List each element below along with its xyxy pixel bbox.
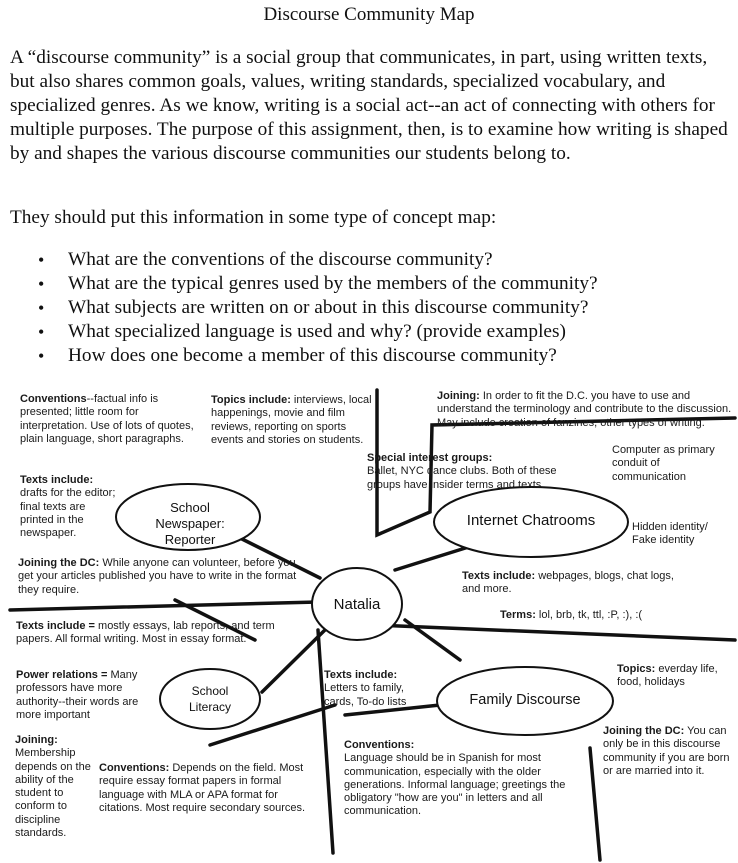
divider-line	[590, 748, 600, 860]
instruction-lead: They should put this information in some type of concept map:	[10, 207, 497, 228]
literacy-texts-note: Texts include = mostly essays, lab reports, and term papers. All formal writing. Most in essay format.	[16, 620, 275, 646]
chatrooms-special-note: Special interest groups: Ballet, NYC dance clubs. Both of these groups have insider terms and texts.	[367, 452, 557, 491]
family-node: Family Discourse	[469, 692, 581, 708]
newspaper-joining-note: Joining the DC: While anyone can volunteer, before you get your articles published you have to write in the format they require.	[18, 557, 297, 596]
center-node: Natalia	[333, 596, 381, 613]
literacy-joining-note: Joining: Membership depends on the ability of the student to conform to discipline standards.	[15, 734, 91, 840]
question-item: • How does one become a member of this discourse community?	[0, 344, 738, 368]
newspaper-texts-note: Texts include: drafts for the editor; final texts are printed in the newspaper.	[20, 474, 116, 540]
page-title: Discourse Community Map	[263, 4, 475, 25]
intro-paragraph: A “discourse community” is a social group that communicates, in part, using written texts, but also shares common goals, values, writing standards, specialized vocabulary, and specialized genres. As we know, writing is a social act--an act of connecting with others for multiple purposes. The purpose of this assignment, then, is to examine how writing is shaped by and shapes the various discourse communities our students belong to.	[10, 47, 728, 164]
connector-line	[395, 545, 475, 570]
literacy-node: School Literacy	[188, 684, 232, 714]
family-joining-note: Joining the DC: You can only be in this discourse community if you are born or are married into it.	[603, 725, 730, 777]
chatrooms-terms-note: Terms: lol, brb, tk, ttl, :P, :), :(	[500, 609, 643, 621]
family-conventions-note: Conventions: Language should be in Spanish for most communication, especially with the older generations. Informal language; greetings the obligatory "how are you" in letters and all communication.	[344, 739, 566, 818]
divider-line	[318, 630, 333, 853]
question-item: • What are the typical genres used by the members of the community?	[0, 272, 738, 296]
question-item: • What specialized language is used and why? (provide examples)	[0, 320, 738, 344]
question-item: • What subjects are written on or about in this discourse community?	[0, 296, 738, 320]
family-topics-note: Topics: everday life, food, holidays	[617, 663, 718, 689]
newspaper-node: School Newspaper: Reporter	[155, 500, 225, 547]
literacy-conventions-note: Conventions: Depends on the field. Most require essay format papers in formal language with MLA or APA format for citations. Most require secondary sources.	[99, 762, 306, 814]
literacy-power-note: Power relations = Many professors have more authority--their words are more important	[16, 669, 139, 721]
chatrooms-joining-note: Joining: In order to fit the D.C. you have to use and understand the terminology and contribute to the discussion. May include creation of fanzines, other types of writing.	[437, 390, 732, 429]
chatrooms-node: Internet Chatrooms	[466, 512, 596, 529]
divider-line	[10, 602, 318, 610]
family-texts-note: Texts include: Letters to family, cards, To-do lists	[324, 669, 407, 708]
chatrooms-texts-note: Texts include: webpages, blogs, chat logs, and more.	[462, 570, 674, 596]
question-item: • What are the conventions of the discourse community?	[0, 248, 738, 272]
newspaper-topics-note: Topics include: interviews, local happenings, movie and film reviews, reporting on sports events and stories on students.	[211, 394, 372, 446]
chatrooms-computer-note: Computer as primary conduit of communication	[612, 444, 715, 483]
newspaper-conventions-note: Conventions--factual info is presented; little room for interpretation. Use of lots of quotes, plain language, short paragraphs.	[20, 393, 194, 445]
chatrooms-identity-note: Hidden identity/ Fake identity	[632, 521, 708, 547]
